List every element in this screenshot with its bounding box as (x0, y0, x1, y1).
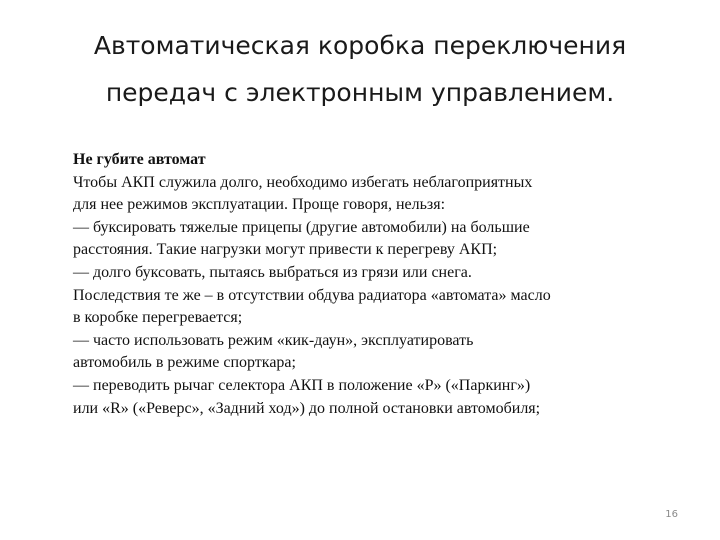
slide-title-line-1: Автоматическая коробка переключения (93, 31, 627, 60)
slide-title-line-2: передач с электронным управлением. (105, 78, 615, 107)
body-line: для нее режимов эксплуатации. Проще говоря, нельзя: (73, 196, 446, 214)
body-line: — долго буксовать, пытаясь выбраться из грязи или снега. (73, 263, 472, 281)
slide-body-text (73, 149, 688, 420)
body-line: — переводить рычаг селектора АКП в положение «P» («Паркинг») (73, 376, 531, 394)
body-line: — буксировать тяжелые прицепы (другие автомобили) на большие (73, 218, 530, 236)
body-line: Чтобы АКП служила долго, необходимо избегать неблагоприятных (73, 173, 533, 191)
body-line: расстояния. Такие нагрузки могут привести к перегреву АКП; (73, 241, 498, 259)
body-line: в коробке перегревается; (73, 309, 243, 327)
body-line: Последствия те же – в отсутствии обдува радиатора «автомата» масло (73, 286, 551, 304)
slide-title (30, 22, 690, 116)
body-line: автомобиль в режиме спорткара; (73, 354, 296, 372)
body-line: или «R» («Реверс», «Задний ход») до полной остановки автомобиля; (73, 399, 541, 417)
body-line: — часто использовать режим «кик-даун», эксплуатировать (73, 331, 474, 349)
section-heading: Не губите автомат (73, 151, 206, 168)
page-number: 16 (665, 509, 678, 520)
